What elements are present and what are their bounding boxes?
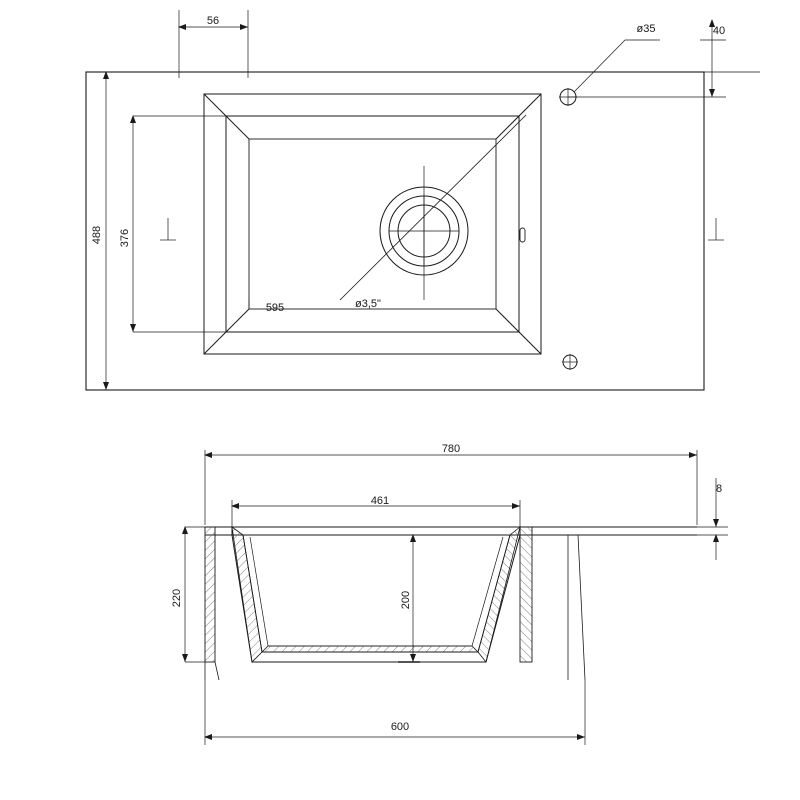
dim-label-tap-hole: ø35 xyxy=(636,23,656,35)
bowl-rim-outer xyxy=(204,94,541,354)
section-view-dimensions xyxy=(185,450,728,745)
dim-label-376: 376 xyxy=(119,228,131,248)
bowl-bottom-hatch xyxy=(262,646,478,652)
section-left-wall xyxy=(205,527,215,662)
dim-label-780: 780 xyxy=(441,443,461,455)
section-right-wall xyxy=(520,527,532,662)
bowl-inner-profile-2 xyxy=(250,537,503,646)
bowl-wall-left-hatch xyxy=(232,527,262,662)
dim-label-56: 56 xyxy=(206,15,220,27)
bowl-outer-profile xyxy=(232,527,520,662)
skirt-right-2 xyxy=(578,535,585,680)
overflow-slot xyxy=(520,228,525,242)
dim-label-drain: ø3,5" xyxy=(355,298,381,310)
dim-label-600: 600 xyxy=(390,721,410,733)
section-view-geometry xyxy=(205,527,697,680)
bowl-wall-right-hatch xyxy=(478,527,520,662)
dim-label-461: 461 xyxy=(370,495,390,507)
diagonal-leader xyxy=(340,115,526,300)
dim-label-220: 220 xyxy=(171,588,183,608)
bowl-inner-profile xyxy=(243,535,510,652)
dim-label-8: 8 xyxy=(715,483,723,495)
skirt-left-2 xyxy=(215,662,219,680)
dim-label-200: 200 xyxy=(400,590,412,610)
bowl-bottom xyxy=(249,139,496,309)
top-view-dimensions xyxy=(86,10,760,390)
leader-tap-hole xyxy=(574,40,625,92)
dim-label-595: 595 xyxy=(265,302,285,314)
dim-label-40: 40 xyxy=(712,25,726,37)
dim-label-488: 488 xyxy=(91,225,103,245)
top-view-geometry xyxy=(86,72,704,390)
